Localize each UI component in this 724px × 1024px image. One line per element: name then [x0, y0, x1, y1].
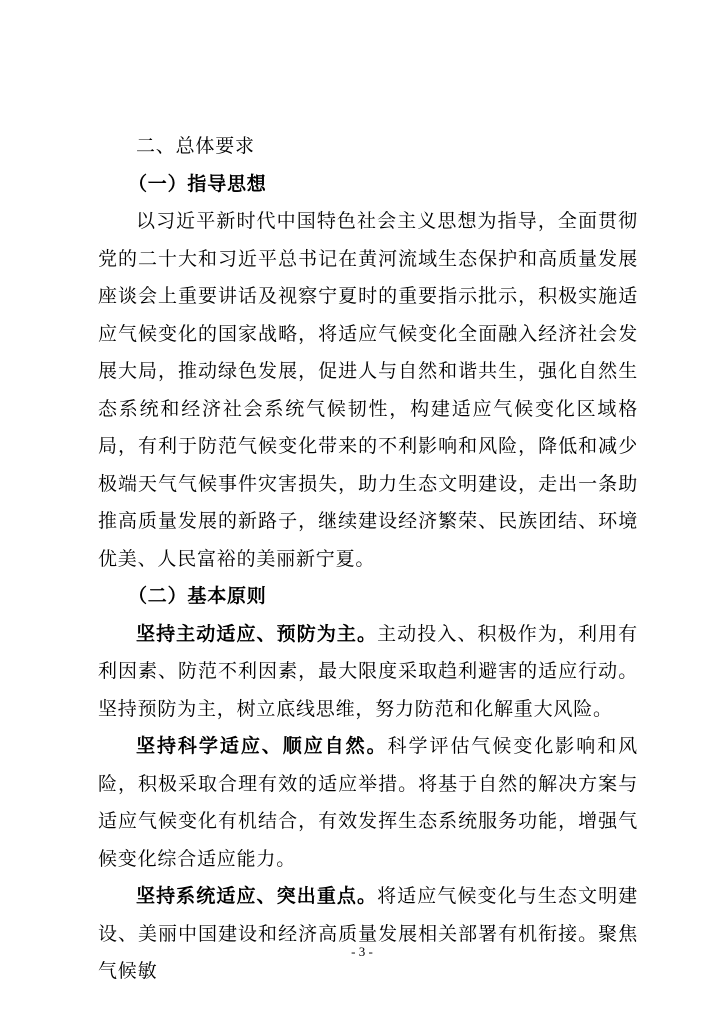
principle-text-2: 科学评估气候变化影响和风险，积极采取合理有效的适应举措。将基于自然的解决方案与适应气候变化有机结合，有效发挥生态系统服务功能，增强气候变化综合适应能力。: [98, 735, 638, 870]
guiding-ideology-heading: （一）指导思想: [128, 172, 267, 195]
principle-paragraph-3: [98, 878, 638, 991]
principle-paragraph-1: [98, 616, 638, 729]
page-number: - 3 -: [351, 944, 373, 959]
principle-text-1: 主动投入、积极作为，利用有利因素、防范不利因素，最大限度采取趋利避害的适应行动。坚持预防为主，树立底线思维，努力防范和化解重大风险。: [98, 622, 638, 720]
principle-lead-3: 坚持系统适应、突出重点。: [136, 885, 378, 907]
principle-lead-2: 坚持科学适应、顺应自然。: [136, 735, 388, 757]
principle-lead-1: 坚持主动适应、预防为主。: [136, 622, 378, 645]
principle-paragraph-2: [98, 728, 638, 878]
basic-principles-heading: （二）基本原则: [128, 585, 267, 607]
principle-text-3: 将适应气候变化与生态文明建设、美丽中国建设和经济高质量发展相关部署有机衔接。聚焦气候敏: [98, 885, 638, 982]
section-heading: 二、总体要求: [136, 135, 255, 157]
document-body: [98, 128, 638, 991]
guiding-ideology-paragraph: 以习近平新时代中国特色社会主义思想为指导，全面贯彻党的二十大和习近平总书记在黄河流域生态保护和高质量发展座谈会上重要讲话及视察宁夏时的重要指示批示，积极实施适应气候变化的国家战略，将适应气候变化全面融入经济社会发展大局，推动绿色发展，促进人与自然和谐共生，强化自然生态系统和经济社会系统气候韧性，构建适应气候变化区域格局，有利于防范气候变化带来的不利影响和风险，降低和减少极端天气气候事件灾害损失，助力生态文明建设，走出一条助推高质量发展的新路子，继续建设经济繁荣、民族团结、环境优美、人民富裕的美丽新宁夏。: [98, 210, 638, 570]
